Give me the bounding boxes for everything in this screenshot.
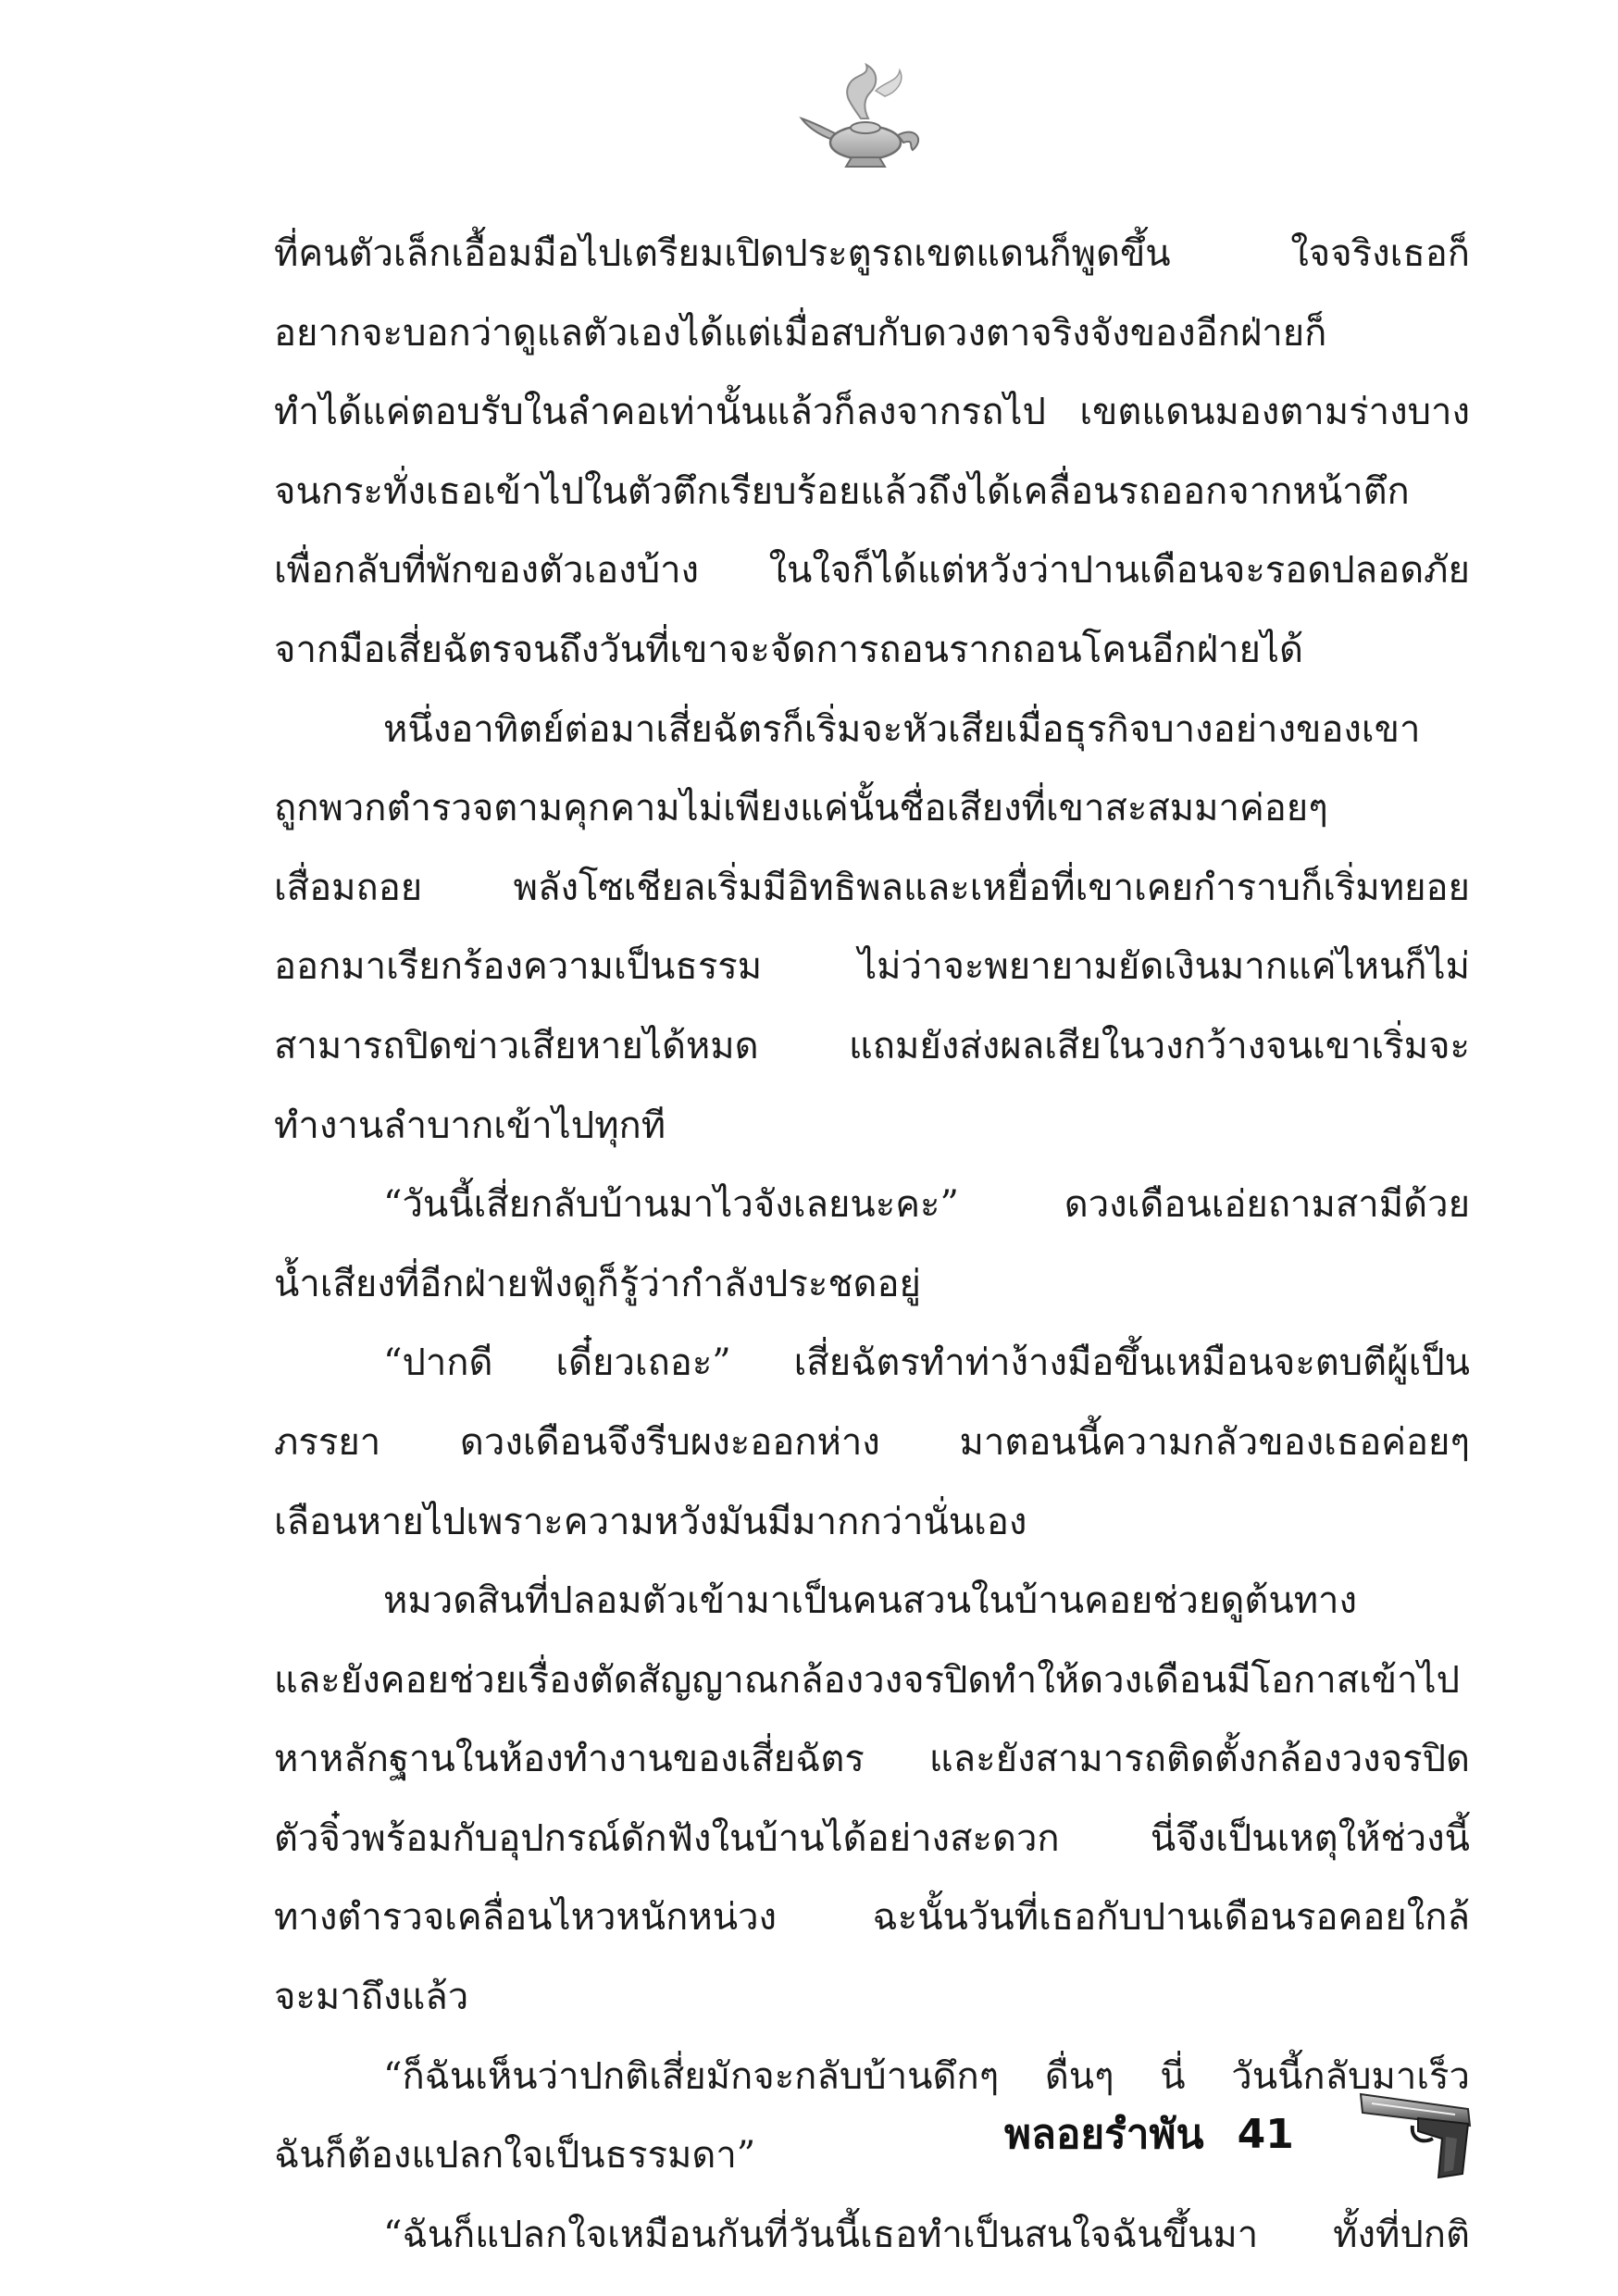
text-word: พลังโซเชียลเริ่มมีอิทธิพลและเหยื่อที่เขาเคยกำราบก็เริ่มทยอย [513, 866, 1470, 909]
book-title: พลอยรำพัน [1004, 2111, 1204, 2158]
text-line [274, 215, 1470, 294]
text-line [274, 1800, 1470, 1879]
text-word: วันนี้กลับมาเร็ว [1231, 2054, 1470, 2098]
text-line [274, 294, 1470, 374]
text-word: จากมือเสี่ยฉัตรจนถึงวันที่เขาจะจัดการถอนรากถอนโคนอีกฝ่ายได้ [274, 628, 1304, 671]
genie-lamp-icon [796, 54, 935, 174]
text-line [274, 1720, 1470, 1800]
text-line [274, 1878, 1470, 1958]
text-word: ดื่นๆ [1044, 2054, 1114, 2098]
page-number: 41 [1237, 2110, 1294, 2158]
text-word: แถมยังส่งผลเสียในวงกว้างจนเขาเริ่มจะ [849, 1024, 1470, 1067]
text-word: สามารถปิดข่าวเสียหายได้หมด [274, 1024, 759, 1067]
text-line [274, 769, 1470, 849]
text-word: จนกระทั่งเธอเข้าไปในตัวตึกเรียบร้อยแล้วถึงได้เคลื่อนรถออกจากหน้าตึก [274, 469, 1410, 513]
text-word: จะมาถึงแล้ว [274, 1976, 469, 2019]
text-word: ออกมาเรียกร้องความเป็นธรรม [274, 945, 763, 989]
text-word: ถูกพวกตำรวจตามคุกคามไม่เพียงแค่นั้นชื่อเสียงที่เขาสะสมมาค่อยๆ [274, 787, 1328, 830]
text-line [274, 1245, 1470, 1325]
text-word: เลือนหายไปเพราะความหวังมันมีมากกว่านั่นเอง [274, 1500, 1027, 1543]
text-word: ทางตำรวจเคลื่อนไหวหนักหน่วง [274, 1896, 778, 1940]
pistol-icon [1353, 2081, 1479, 2183]
text-line [274, 453, 1470, 532]
text-line [274, 1324, 1470, 1404]
text-word: เสี่ยฉัตรทำท่าง้างมือขึ้นเหมือนจะตบตีผู้เป็น [793, 1341, 1470, 1385]
text-word: ที่คนตัวเล็กเอื้อมมือไปเตรียมเปิดประตูรถเขตแดนก็พูดขึ้น [274, 232, 1171, 275]
text-word: มาตอนนี้ความกลัวของเธอค่อยๆ [959, 1420, 1470, 1464]
body-text [274, 215, 1470, 2275]
text-line [274, 611, 1470, 691]
text-word: “ก็ฉันเห็นว่าปกติเสี่ยมักจะกลับบ้านดึกๆ [383, 2054, 1000, 2098]
text-word: เพื่อกลับที่พักของตัวเองบ้าง [274, 549, 700, 593]
text-line [274, 1087, 1470, 1167]
text-word: หมวดสินที่ปลอมตัวเข้ามาเป็นคนสวนในบ้านคอยช่วยดูต้นทาง [383, 1579, 1358, 1623]
text-line [274, 849, 1470, 929]
text-word: “ปากดี [383, 1341, 493, 1385]
text-line [274, 1958, 1470, 2038]
text-word: หาหลักฐานในห้องทำงานของเสี่ยฉัตร [274, 1738, 865, 1781]
text-word: อยากจะบอกว่าดูแลตัวเองได้แต่เมื่อสบกับดวงตาจริงจังของอีกฝ่ายก็ [274, 311, 1327, 355]
text-word: หนึ่งอาทิตย์ต่อมาเสี่ยฉัตรก็เริ่มจะหัวเสียเมื่อธุรกิจบางอย่างของเขา [383, 707, 1421, 751]
text-line [274, 373, 1470, 453]
text-line [274, 1483, 1470, 1563]
text-word: และยังสามารถติดตั้งกล้องวงจรปิด [928, 1738, 1470, 1781]
text-word: “ฉันก็แปลกใจเหมือนกันที่วันนี้เธอทำเป็นสนใจฉันขึ้นมา [383, 2213, 1259, 2256]
text-word: “วันนี้เสี่ยกลับบ้านมาไวจังเลยนะคะ” [383, 1183, 959, 1227]
text-word: ใจจริงเธอก็ [1290, 232, 1470, 275]
text-line [274, 531, 1470, 611]
text-line [274, 1641, 1470, 1721]
text-word: เดี๋ยวเถอะ” [555, 1341, 731, 1385]
text-word: นี่จึงเป็นเหตุให้ช่วงนี้ [1150, 1816, 1470, 1860]
text-line [274, 1404, 1470, 1483]
page-footer [1004, 2102, 1294, 2166]
text-word: ทำงานลำบากเข้าไปทุกที [274, 1104, 666, 1147]
text-word: และยังคอยช่วยเรื่องตัดสัญญาณกล้องวงจรปิดทำให้ดวงเดือนมีโอกาสเข้าไป [274, 1658, 1461, 1702]
text-word: ทำได้แค่ตอบรับในลำคอเท่านั้นแล้วก็ลงจากรถไป [274, 391, 1046, 434]
text-word: ตัวจิ๋วพร้อมกับอุปกรณ์ดักฟังในบ้านได้อย่างสะดวก [274, 1816, 1060, 1860]
text-line [274, 928, 1470, 1007]
text-word: เสื่อมถอย [274, 866, 423, 909]
text-line [274, 691, 1470, 770]
text-word: ไม่ว่าจะพยายามยัดเงินมากแค่ไหนก็ไม่ [858, 945, 1470, 989]
text-line [274, 1562, 1470, 1641]
text-word: น้ำเสียงที่อีกฝ่ายฟังดูก็รู้ว่ากำลังประชดอยู่ [274, 1262, 921, 1305]
text-word: ในใจก็ได้แต่หวังว่าปานเดือนจะรอดปลอดภัย [768, 549, 1470, 593]
text-word: ทั้งที่ปกติ [1333, 2213, 1470, 2256]
text-word: ดวงเดือนจึงรีบผงะออกห่าง [459, 1420, 880, 1464]
text-word: ฉันก็ต้องแปลกใจเป็นธรรมดา” [274, 2134, 756, 2177]
text-word: ดวงเดือนเอ่ยถามสามีด้วย [1064, 1183, 1470, 1227]
text-line [274, 2196, 1470, 2276]
text-word: เขตแดนมองตามร่างบาง [1079, 391, 1470, 434]
text-line [274, 1007, 1470, 1087]
text-word: ภรรยา [274, 1420, 381, 1464]
text-line [274, 1166, 1470, 1245]
text-word: ฉะนั้นวันที่เธอกับปานเดือนรอคอยใกล้ [872, 1896, 1470, 1940]
text-word: นี่ [1160, 2054, 1186, 2098]
